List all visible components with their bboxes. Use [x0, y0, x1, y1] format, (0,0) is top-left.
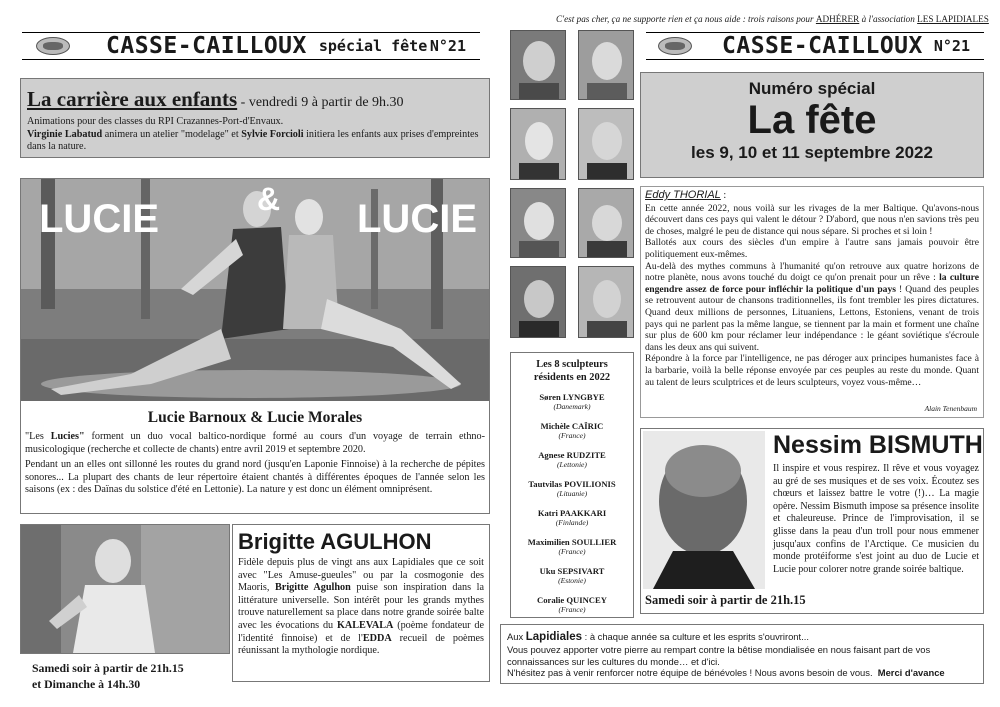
portrait-sculptor-2 — [578, 30, 634, 100]
list-item: Agnese RUDZITE (Lettonie) — [538, 450, 606, 469]
children-title: La carrière aux enfants — [27, 87, 238, 111]
issue-number-right: N°21 — [933, 37, 970, 55]
list-item: Katri PAAKKARI (Finlande) — [537, 508, 607, 527]
nessim-caption: Samedi soir à partir de 21h.15 — [645, 593, 806, 607]
children-line1: Animations pour des classes du RPI Crazannes-Port-d'Envaux. — [27, 116, 284, 127]
issue-number: N°21 — [429, 37, 466, 55]
lucie-left-word: LUCIE — [39, 197, 159, 241]
lucie-right-word: LUCIE — [357, 197, 477, 241]
special-issue-box — [640, 72, 984, 178]
children-paragraph: Virginie Labatud animera un atelier "modelage" et Sylvie Forcioli initiera les enfants aux prises d'empreintes dans la nature. — [27, 128, 479, 153]
lucie-section — [20, 178, 490, 514]
sculptors-title: Les 8 sculpteurs résidents en 2022 — [533, 359, 611, 383]
lucie-heading: Lucie Barnoux & Lucie Morales — [147, 409, 363, 426]
editorial-signature: Alain Tenenbaum — [924, 404, 977, 413]
sculptors-list — [511, 392, 633, 614]
nessim-section — [640, 428, 984, 614]
portrait-sculptor-7 — [510, 266, 566, 338]
editorial-author: Eddy THORIAL — [645, 189, 721, 201]
children-when: - vendredi 9 à partir de 9h.30 — [237, 95, 404, 110]
brigitte-caption — [32, 660, 232, 692]
animator-name-1: Virginie Labatud — [27, 128, 103, 140]
lucie-paragraph-1: "Les Lucies" forment un duo vocal baltico-nordique formé au cours d'un voyage de terrain ethno-musicologique (recherche et collecte de chants) entre avril 2019 et septembre 2020. — [25, 431, 486, 455]
portrait-sculptor-3 — [510, 108, 566, 180]
newsletter-subtitle: spécial fête — [318, 37, 428, 55]
list-item: Søren LYNGBYE (Danemark) — [539, 392, 605, 411]
top-note-text: C'est pas cher, ça ne supporte rien et ça nous aide : trois raisons pour — [556, 14, 816, 24]
newsletter-title-right: CASSE-CAILLOUX — [722, 33, 923, 59]
list-item: Coralie QUINCEY (France) — [537, 595, 607, 614]
portrait-sculptor-8 — [578, 266, 634, 338]
list-item: Maximilien SOULLIER (France) — [527, 537, 617, 556]
lapidiales-thanks: Merci d'avance — [877, 667, 945, 679]
masthead-left — [22, 32, 480, 60]
portrait-sculptor-1 — [510, 30, 566, 100]
lapidiales-note: Aux Lapidiales : à chaque année sa culture et les esprits s'ouvriront... Vous pouvez apporter votre pierre au rempart contre la bêtise mondialisée en nous faisant part de vos connaissances sur les cultures du monde… et d'ici. N'hésitez pas à venir renforcer notre équipe de bénévoles ! Nous avons besoin de vous. Merci d'avance — [500, 624, 984, 684]
newsletter-title: CASSE-CAILLOUX — [106, 33, 307, 59]
nessim-portrait — [643, 431, 765, 589]
portrait-sculptor-5 — [510, 188, 566, 258]
nessim-photo — [643, 431, 765, 589]
list-item: Uku SEPSIVART (Estonie) — [539, 566, 605, 585]
list-item: Tautvilas POVILIONIS (Lituanie) — [528, 479, 616, 498]
editorial-p4: Répondre à la force par l'intelligence, ne pas déroger aux principes humanistes face à la barbarie, voilà la belle réponse envoyée par ces peuples au reste du monde. Quant au talent de leurs sculptrices et de leurs sculpteurs, voyez vous-même… — [645, 353, 979, 388]
portrait-sculptor-4 — [578, 108, 634, 180]
masthead-right — [646, 32, 984, 60]
lapidiales-line2: Vous pouvez apporter votre pierre au rempart contre la bêtise mondialisée en nous faisant part de vos connaissances sur les cultures du monde… et d'ici. — [507, 643, 931, 667]
brigitte-caption-line2: et Dimanche à 14h.30 — [32, 677, 141, 691]
brigitte-name: Brigitte AGULHON — [238, 529, 432, 554]
lapidiales-logo-icon — [658, 37, 692, 55]
top-note — [556, 14, 989, 24]
special-dates: les 9, 10 et 11 septembre 2022 — [691, 143, 933, 162]
org-name: LES LAPIDIALES — [917, 14, 989, 24]
lucie-paragraph-2: Pendant un an elles ont sillonné les routes du grand nord (jusqu'en Laponie Finnoise) à la recherche de pépites sonores... La plupart des chants de leur répertoire étaient chantés à différentes époques de l'année selon les saisons (ex : des Daïnas du solstice d'été en Lettonie). La nature y est donc un élément omniprésent. — [25, 459, 485, 496]
portrait-sculptor-6 — [578, 188, 634, 258]
special-headline: La fête — [747, 98, 877, 142]
nessim-text: Il inspire et vous respirez. Il rêve et vous voyagez au gré de ses musiques et de ses voix. Écoutez ses chœurs et laissez battre le votre (!)… La magie opère. Nessim Bismuth impose sa présence insolite et chaleureuse. Prince de l'improvisation, il se glisse dans la peau d'un troll pour nous emmener jusqu'aux confins de l'Arctique. Ce musicien du monde protéiforme s'est joint au duo de Lucie et Lucie pour colorer notre grande soirée baltique. — [773, 463, 979, 575]
list-item: Michèle CAÏRIC (France) — [540, 421, 604, 440]
ampersand: & — [257, 181, 281, 217]
lapidiales-logo-icon — [36, 37, 70, 55]
brigitte-photo-box — [20, 524, 230, 654]
lapidiales-name: Lapidiales — [525, 631, 583, 643]
editorial: Eddy THORIAL : En cette année 2022, nous voilà sur les rivages de la mer Baltique. Qu'avons-nous découvert dans ces pays qui valent le détour ? D'abord, que nous n'en savions très peu de choses, malgré le peu de distance qui nous sépare. Si proches et si loin ! Ballotés aux cours des siècles d'un empire à l'autre sans jamais pouvoir être politiquement eux-mêmes. Au-delà des mythes communs à l'humanité qu'on retrouve aux quatre horizons de notre planète, nous avons touché du doigt ce qu'on prenait pour un rêve : la culture engendre assez de force pour infléchir la politique d'un pays ! Quand des peuples se retrouvent autour de chansons traditionnelles, ils font trembler les pires dictatures. Quand deux millions de personnes, Lituaniens, Lettons, Estoniens, venant de trois pays qui ne parlent pas la même langue, se tiennent par la main et forment une chaîne sur plus de 600 km pour réclamer leur indépendance : le géant soviétique s'écroule dans les deux ans qui suivent. Répondre à la force par l'intelligence, ne pas déroger aux principes humanistes face à la barbarie, voilà la belle réponse envoyée par ces peuples au reste du monde. Quant au talent de leurs sculptrices et de leurs sculpteurs, voyez vous-même… Alain Tenenbaum — [640, 186, 984, 418]
nessim-name: Nessim BISMUTH — [773, 431, 983, 459]
editorial-p3: Au-delà des mythes communs à l'humanité qu'on retrouve aux quatre horizons de notre planète, nous avons touché du doigt ce qu'on prenait pour un rêve : la culture engendre assez de force pour infléchir la politique d'un pays ! Quand des peuples se retrouvent autour de chansons traditionnelles, ils font trembler les pires dictatures. Quand deux millions de personnes, Lituaniens, Lettons, Estoniens, venant de trois pays qui ne parlent pas la même langue, se tiennent par la main et forment une chaîne sur plus de 600 km pour réclamer leur indépendance : le géant soviétique s'écroule dans les deux ans qui suivent. — [645, 260, 980, 353]
top-note-mid: à l'association — [859, 14, 918, 24]
brigitte-text-box — [232, 524, 490, 682]
editorial-p1: En cette année 2022, nous voilà sur les rivages de la mer Baltique. Qu'avons-nous découvert dans ces pays qui valent le détour ? D'abord, que nous n'en savions très peu de choses, malgré le peu de distance qui nous sépare. Si proches et si loin ! — [645, 202, 979, 237]
brigitte-caption-line1: Samedi soir à partir de 21h.15 — [32, 661, 184, 675]
brigitte-text: Fidèle depuis plus de vingt ans aux Lapidiales que ce soit avec "Les Amuse-gueules" ou par la cosmogonie des Maoris, Brigitte Agulhon puise son inspiration dans la littérature universelle. Son intérêt pour les grands mythes trouve naturellement sa place dans notre grande soirée balte avec les évocations du KALEVALA (poème fondateur de l'identité finnoise) et de l'EDDA recueil de poèmes réunissant la mythologie nordique. — [238, 557, 484, 657]
animator-name-2: Sylvie Forcioli — [241, 128, 304, 140]
lucie-duo-photo — [21, 179, 489, 401]
lapidiales-line3: N'hésitez pas à venir renforcer notre équipe de bénévoles ! Nous avons besoin de vous. — [507, 667, 873, 679]
brigitte-photo — [21, 525, 229, 653]
special-kicker: Numéro spécial — [748, 79, 876, 98]
sculptors-box — [510, 352, 634, 618]
editorial-p2: Ballotés aux cours des siècles d'un empire à l'autre sans jamais pouvoir être politiquement eux-mêmes. — [645, 237, 979, 260]
adherer-link[interactable]: ADHÉRER — [815, 14, 860, 24]
children-activity-box — [20, 78, 490, 158]
